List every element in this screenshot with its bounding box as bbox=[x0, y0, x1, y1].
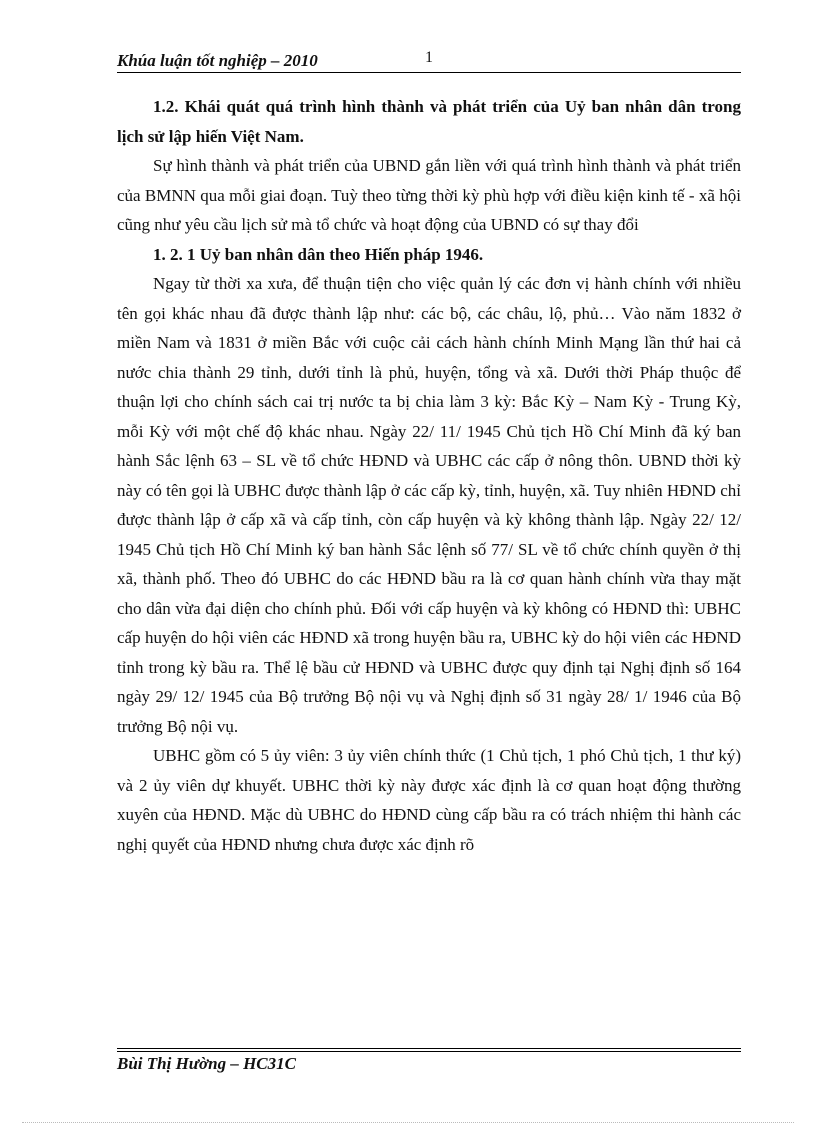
footer-author: Bùi Thị Hường – HC31C bbox=[117, 1054, 296, 1073]
body-paragraph-1: Ngay từ thời xa xưa, để thuận tiện cho việc quản lý các đơn vị hành chính với nhiều tên gọi khác nhau đã được thành lập như: các bộ, các châu, lộ, phủ… Vào năm 1832 ở miền Nam và 1831 ở miền Bắc với cuộc cải cách hành chính Minh Mạng lần thứ hai cả nước chia thành 29 tỉnh, dưới tỉnh là phủ, huyện, tổng và xã. Dưới thời Pháp thuộc để thuận lợi cho chính sách cai trị nước ta bị chia làm 3 kỳ: Bắc Kỳ – Nam Kỳ - Trung Kỳ, mỗi Kỳ với một chế độ khác nhau. Ngày 22/ 11/ 1945 Chủ tịch Hồ Chí Minh đã ký ban hành Sắc lệnh 63 – SL về tổ chức HĐND và UBHC các cấp ở nông thôn. UBND thời kỳ này có tên gọi là UBHC được thành lập ở các cấp kỳ, tỉnh, huyện, xã. Tuy nhiên HĐND chỉ được thành lập ở cấp xã và cấp tỉnh, còn cấp huyện và kỳ không thành lập. Ngày 22/ 12/ 1945 Chủ tịch Hồ Chí Minh ký ban hành Sắc lệnh số 77/ SL về tổ chức chính quyền ở thị xã, thành phố. Theo đó UBHC do các HĐND bầu ra là cơ quan hành chính vừa thay mặt cho dân vừa đại diện cho chính phủ. Đối với cấp huyện và kỳ không có HĐND thì: UBHC cấp huyện do hội viên các HĐND xã trong huyện bầu ra, UBHC kỳ do hội viên các HĐND tỉnh trong kỳ bầu ra. Thể lệ bầu cử HĐND và UBHC được quy định tại Nghị định số 164 ngày 29/ 12/ 1945 của Bộ trưởng Bộ nội vụ và Nghị định số 31 ngày 28/ 1/ 1946 của Bộ trưởng Bộ nội vụ. bbox=[117, 274, 741, 736]
document-body bbox=[117, 92, 741, 859]
header-divider bbox=[117, 72, 741, 73]
section-heading: 1.2. Khái quát quá trình hình thành và phát triển của Uỷ ban nhân dân trong lịch sử lập hiến Việt Nam. bbox=[117, 97, 741, 146]
page-header bbox=[117, 48, 741, 74]
subsection-heading: 1. 2. 1 Uỷ ban nhân dân theo Hiến pháp 1946. bbox=[153, 244, 484, 264]
page-number: 1 bbox=[425, 49, 433, 66]
intro-paragraph: Sự hình thành và phát triển của UBND gắn liền với quá trình hình thành và phát triển của BMNN qua mỗi giai đoạn. Tuỳ theo từng thời kỳ phù hợp với điều kiện kinh tế - xã hội cũng như yêu cầu lịch sử mà tổ chức và hoạt động của UBND có sự thay đổi bbox=[117, 156, 741, 234]
header-title: Khúa luận tốt nghiệp – 2010 bbox=[117, 51, 318, 70]
body-paragraph-2: UBHC gồm có 5 ủy viên: 3 ủy viên chính thức (1 Chủ tịch, 1 phó Chủ tịch, 1 thư ký) và 2 ủy viên dự khuyết. UBHC thời kỳ này được xác định là cơ quan hoạt động thường xuyên của HĐND. Mặc dù UBHC do HĐND cùng cấp bầu ra có trách nhiệm thi hành các nghị quyết của HĐND nhưng chưa được xác định rõ bbox=[117, 746, 741, 854]
footer-divider bbox=[117, 1048, 741, 1052]
